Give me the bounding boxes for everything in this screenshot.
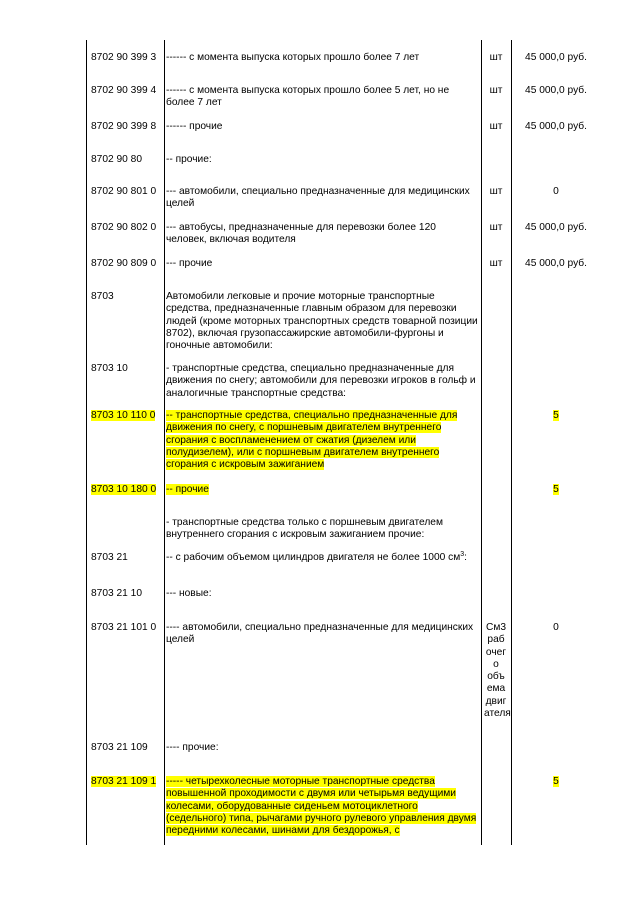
unit-cell: шт — [489, 186, 503, 197]
code-cell: 8702 90 399 8 — [91, 121, 157, 132]
highlighted-code: 8703 21 109 1 — [91, 776, 157, 787]
superscript: 3 — [460, 551, 465, 558]
code-cell: 8703 21 — [91, 552, 128, 563]
duty-rate-cell — [514, 776, 598, 788]
description-cell: --- новые: — [166, 588, 212, 599]
duty-rate-cell — [514, 484, 598, 496]
unit-cell: См3 раб очег о объ ема двиг ателя — [484, 622, 511, 720]
description-cell: ------ с момента выпуска которых прошло более 7 лет — [166, 52, 420, 63]
code-cell: 8703 21 109 — [91, 742, 148, 753]
highlighted-duty: 5 — [553, 410, 559, 421]
description-cell: - транспортные средства только с поршневым двигателем внутреннего сгорания с искровым зажиганием прочие: — [166, 517, 443, 541]
highlighted-description: -- транспортные средства, специально предназначенные для движения по снегу, с поршневым двигателем внутреннего сгорания с воспламенением от сжатия (дизелем или полудизелем), или с поршневым двигателем внутреннего сгорания с искровым зажиганием — [166, 410, 458, 471]
unit-cell: шт — [489, 222, 503, 233]
description-cell — [166, 776, 478, 837]
description-cell: -- прочие: — [166, 154, 212, 165]
unit-cell: шт — [489, 258, 503, 269]
column-divider — [511, 40, 512, 845]
description-cell: ---- автомобили, специально предназначенные для медицинских целей — [166, 622, 474, 646]
column-divider — [481, 40, 482, 845]
duty-rate-cell — [514, 410, 598, 422]
duty-rate-cell: 0 — [553, 622, 559, 633]
highlighted-duty: 5 — [553, 484, 559, 495]
duty-rate-cell: 45 000,0 руб. — [525, 258, 587, 269]
description-cell — [166, 552, 478, 564]
code-cell: 8702 90 80 — [91, 154, 142, 165]
unit-cell: шт — [489, 52, 503, 63]
code-cell: 8702 90 801 0 — [91, 186, 157, 197]
duty-rate-cell: 45 000,0 руб. — [525, 222, 587, 233]
description-cell: Автомобили легковые и прочие моторные транспортные средства, предназначенные главным образом для перевозки людей (кроме моторных транспортных средств товарной позиции 8702), включая грузопассажирские автомобили-фургоны и гоночные автомобили: — [166, 291, 478, 352]
code-cell — [91, 410, 166, 422]
code-cell: 8703 — [91, 291, 114, 302]
tariff-table — [86, 40, 598, 845]
description-cell: ------ с момента выпуска которых прошло более 5 лет, но не более 7 лет — [166, 85, 450, 109]
code-cell: 8702 90 399 3 — [91, 52, 157, 63]
code-cell: 8702 90 809 0 — [91, 258, 157, 269]
description-cell: --- автомобили, специально предназначенные для медицинских целей — [166, 186, 470, 210]
code-cell — [91, 776, 166, 788]
highlighted-code: 8703 10 180 0 — [91, 484, 157, 495]
duty-rate-cell: 45 000,0 руб. — [525, 121, 587, 132]
code-cell: 8703 21 101 0 — [91, 622, 157, 633]
duty-rate-cell: 45 000,0 руб. — [525, 85, 587, 96]
code-cell: 8703 21 10 — [91, 588, 142, 599]
column-divider — [86, 40, 87, 845]
unit-cell: шт — [489, 121, 503, 132]
unit-cell: шт — [489, 85, 503, 96]
code-cell: 8702 90 399 4 — [91, 85, 157, 96]
description-cell — [166, 484, 478, 496]
duty-rate-cell: 45 000,0 руб. — [525, 52, 587, 63]
description-tail: : — [464, 552, 467, 563]
highlighted-code: 8703 10 110 0 — [91, 410, 156, 421]
highlighted-description: ----- четырехколесные моторные транспортные средства повышенной проходимости с двумя или четырьмя ведущими колесами, оборудованные сиденьем мотоциклетного (седельного) типа, рычагами ручного рулевого управления двумя передними колесами, шинами для бездорожья, с — [166, 776, 477, 837]
description-cell — [166, 410, 478, 471]
description-cell: - транспортные средства, специально предназначенные для движения по снегу; автомобили для перевозки игроков в гольф и аналогичные транспортные средства: — [166, 363, 476, 399]
code-cell: 8703 10 — [91, 363, 128, 374]
description-cell: --- автобусы, предназначенные для перевозки более 120 человек, включая водителя — [166, 222, 436, 246]
description-cell: --- прочие — [166, 258, 213, 269]
code-cell — [91, 484, 166, 496]
description-cell: ---- прочие: — [166, 742, 219, 753]
duty-rate-cell: 0 — [553, 186, 559, 197]
code-cell: 8702 90 802 0 — [91, 222, 157, 233]
description-text: -- с рабочим объемом цилиндров двигателя не более 1000 см — [166, 552, 461, 563]
highlighted-duty: 5 — [553, 776, 559, 787]
description-cell: ------ прочие — [166, 121, 223, 132]
highlighted-description: -- прочие — [166, 484, 209, 495]
